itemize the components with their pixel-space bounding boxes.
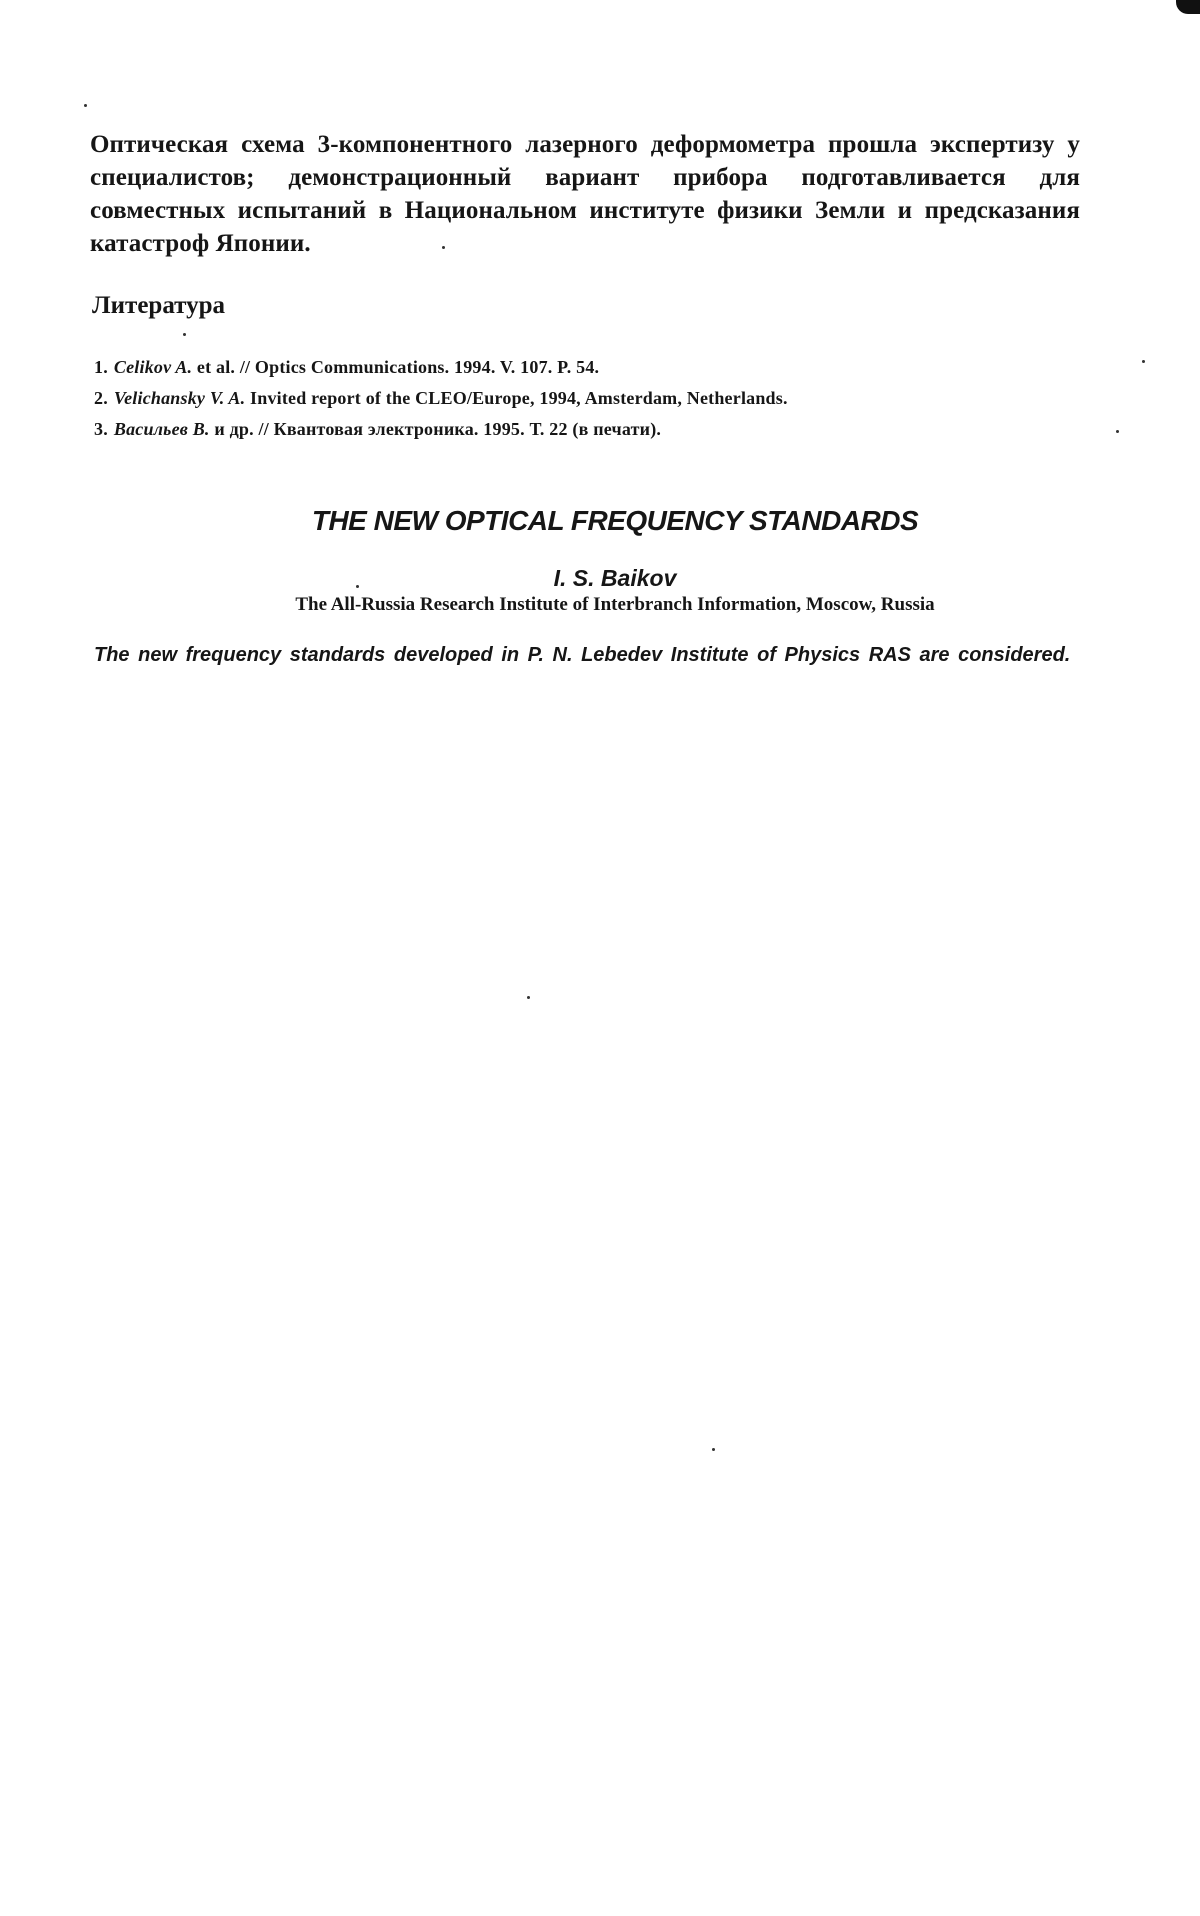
reference-author: Velichansky V. A.: [113, 388, 246, 408]
scan-speck: [1116, 430, 1119, 433]
scan-speck: [527, 996, 530, 999]
scan-speck: [84, 104, 87, 107]
reference-details: Invited report of the CLEO/Europe, 1994, Amsterdam, Netherlands.: [245, 388, 788, 408]
intro-paragraph: Оптическая схема 3-компонентного лазерного деформометра прошла экспертизу у специалистов; демонстрационный вариант прибора подготавливается для совместных испытаний в Национальном институте физики Земли и предсказания катастроф Японии.: [90, 131, 1080, 257]
reference-number: 3.: [94, 419, 108, 439]
scan-speck: [183, 333, 186, 336]
reference-item: [94, 352, 788, 383]
scan-corner-mark: [1176, 0, 1200, 14]
reference-details: et al. // Optics Communications. 1994. V. 107. P. 54.: [192, 357, 600, 377]
reference-item: [94, 414, 788, 445]
reference-number: 1.: [94, 357, 108, 377]
reference-number: 2.: [94, 388, 108, 408]
article-abstract: The new frequency standards developed in P. N. Lebedev Institute of Physics RAS are considered.: [94, 644, 1071, 666]
reference-details: и др. // Квантовая электроника. 1995. Т. 22 (в печати).: [209, 419, 662, 439]
scan-speck: [1142, 360, 1145, 363]
reference-author: Celikov A.: [113, 357, 193, 377]
references-list: [94, 352, 788, 445]
references-heading: Литература: [92, 292, 226, 319]
article-author: I. S. Baikov: [553, 565, 677, 591]
reference-item: [94, 383, 788, 414]
article-affiliation: The All-Russia Research Institute of Interbranch Information, Moscow, Russia: [295, 594, 935, 615]
reference-author: Васильев В.: [113, 419, 210, 439]
scan-speck: [712, 1448, 715, 1451]
article-title: THE NEW OPTICAL FREQUENCY STANDARDS: [311, 505, 919, 536]
